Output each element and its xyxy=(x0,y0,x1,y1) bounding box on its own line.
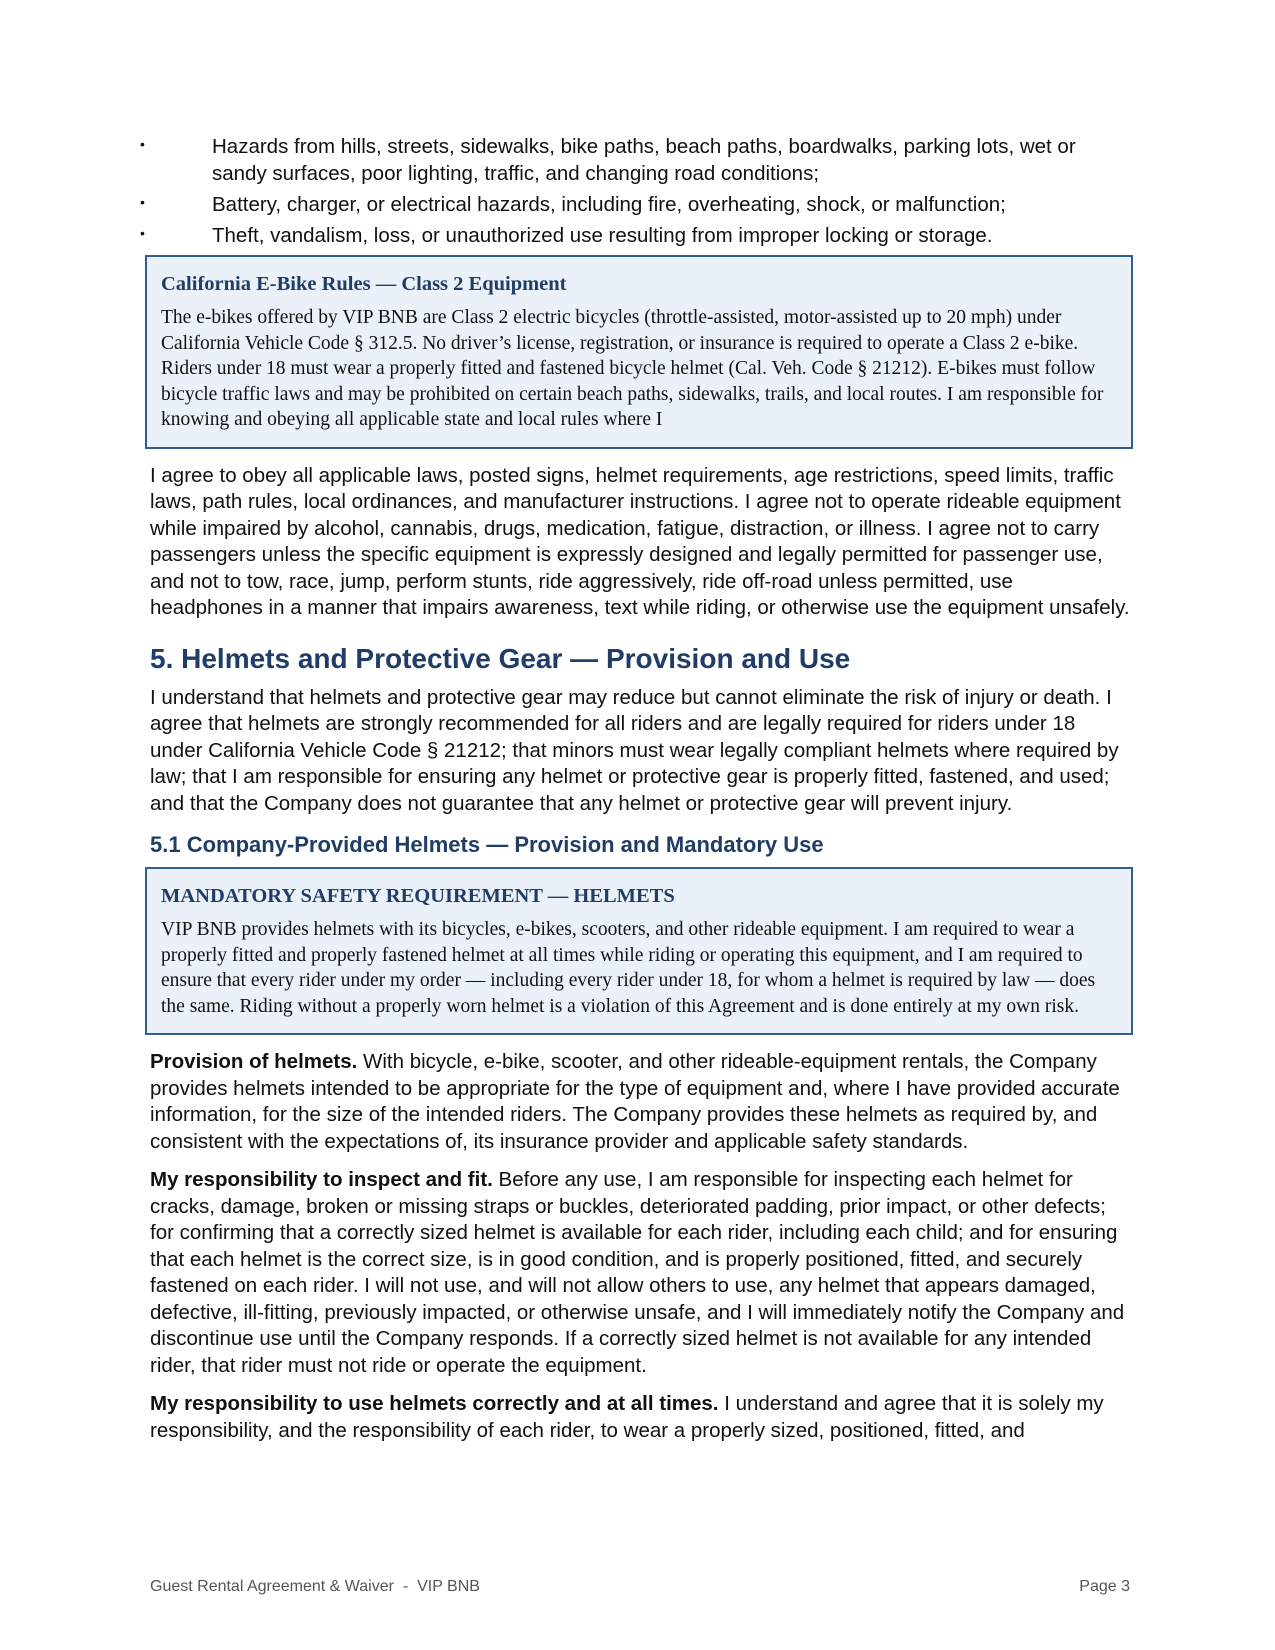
paragraph-text: I understand and agree that it is solely my responsibility, and the responsibility of each rider, to wear a properly sized, positioned, fitted, and xyxy=(150,1392,1104,1442)
bullet-icon: • xyxy=(140,194,145,210)
section-5-1-heading: 5.1 Company-Provided Helmets — Provision and Mandatory Use xyxy=(150,832,824,857)
paragraph-lead: My responsibility to inspect and fit. xyxy=(150,1168,493,1191)
paragraph-text: Before any use, I am responsible for inspecting each helmet for cracks, damage, broken or missing straps or buckles, deteriorated padding, prior impact, or other defects; for confirming that a correctly sized helmet is available for each rider, including each child; and for ensuring that each helmet is the correct size, is in good condition, and is properly positioned, fitted, and securely fastened on each rider. I will not use, and will not allow others to use, any helmet that appears damaged, defective, ill-fitting, previously impacted, or otherwise unsafe, and I will immediately notify the Company and discontinue use until the Company responds. If a correctly sized helmet is not available for any intended rider, that rider must not ride or operate the equipment. xyxy=(150,1168,1125,1377)
page-footer xyxy=(150,1578,1130,1596)
section-5-heading: 5. Helmets and Protective Gear — Provision and Use xyxy=(150,642,851,674)
list-item-text: Hazards from hills, streets, sidewalks, bike paths, beach paths, boardwalks, parking lots, wet or sandy surfaces, poor lighting, traffic, and changing road conditions; xyxy=(212,135,1076,185)
callout-body: The e-bikes offered by VIP BNB are Class 2 electric bicycles (throttle-assisted, motor-assisted up to 20 mph) under California Vehicle Code § 312.5. No driver’s license, registration, or insurance is required to operate a Class 2 e-bike. Riders under 18 must wear a properly fitted and fastened bicycle helmet (Cal. Veh. Code § 21212). E-bikes must follow bicycle traffic laws and may be prohibited on certain beach paths, sidewalks, trails, and local routes. I am responsible for knowing and obeying all applicable state and local rules where I xyxy=(161,307,1104,430)
paragraph-text: With bicycle, e-bike, scooter, and other rideable-equipment rentals, the Company provides helmets intended to be appropriate for the type of equipment and, where I have provided accurate information, for the size of the intended riders. The Company provides these helmets as required by, and consistent with the expectations of, its insurance provider and applicable safety standards. xyxy=(150,1050,1120,1153)
paragraph-lead: Provision of helmets. xyxy=(150,1050,358,1073)
ebike-rules-callout xyxy=(145,255,1133,449)
list-item xyxy=(140,133,1130,187)
document-page xyxy=(140,133,1130,1456)
use-paragraph xyxy=(150,1391,1130,1444)
obey-laws-paragraph: I agree to obey all applicable laws, posted signs, helmet requirements, age restrictions, speed limits, traffic laws, path rules, local ordinances, and manufacturer instructions. I agree not to operate rideable equipment while impaired by alcohol, cannabis, drugs, medication, fatigue, distraction, or illness. I agree not to carry passengers unless the specific equipment is expressly designed and legally permitted for passenger use, and not to tow, race, jump, perform stunts, ride aggressively, ride off-road unless permitted, use headphones in a manner that impairs awareness, text while riding, or otherwise use the equipment unsafely. xyxy=(150,463,1130,619)
page-number: Page 3 xyxy=(1079,1578,1130,1595)
callout-title: MANDATORY SAFETY REQUIREMENT — HELMETS xyxy=(161,885,675,907)
inspect-paragraph xyxy=(150,1167,1130,1379)
list-item xyxy=(140,191,1130,218)
section-5-intro: I understand that helmets and protective gear may reduce but cannot eliminate the risk of injury or death. I agree that helmets are strongly recommended for all riders and are legally required for riders under 18 under California Vehicle Code § 21212; that minors must wear legally compliant helmets where required by law; that I am responsible for ensuring any helmet or protective gear is properly fitted, fastened, and used; and that the Company does not guarantee that any helmet or protective gear will prevent injury. xyxy=(150,685,1119,815)
helmet-requirement-callout xyxy=(145,867,1133,1035)
list-item-text: Theft, vandalism, loss, or unauthorized use resulting from improper locking or storage. xyxy=(212,224,993,247)
callout-body: VIP BNB provides helmets with its bicycles, e-bikes, scooters, and other rideable equipment. I am required to wear a properly fitted and properly fastened helmet at all times while riding or operating this equipment, and I am required to ensure that every rider under my order — including every rider under 18, for whom a helmet is required by law — does the same. Riding without a properly worn helmet is a violation of this Agreement and is done entirely at my own risk. xyxy=(161,919,1096,1017)
hazard-bullet-list xyxy=(140,133,1130,249)
list-item-text: Battery, charger, or electrical hazards, including fire, overheating, shock, or malfunction; xyxy=(212,193,1006,216)
bullet-icon: • xyxy=(140,136,145,152)
paragraph-lead: My responsibility to use helmets correctly and at all times. xyxy=(150,1392,719,1415)
callout-title: California E-Bike Rules — Class 2 Equipment xyxy=(161,273,567,295)
bullet-icon: • xyxy=(140,225,145,241)
footer-title: Guest Rental Agreement & Waiver - VIP BNB xyxy=(150,1578,480,1595)
list-item xyxy=(140,222,1130,249)
provision-paragraph xyxy=(150,1049,1130,1155)
